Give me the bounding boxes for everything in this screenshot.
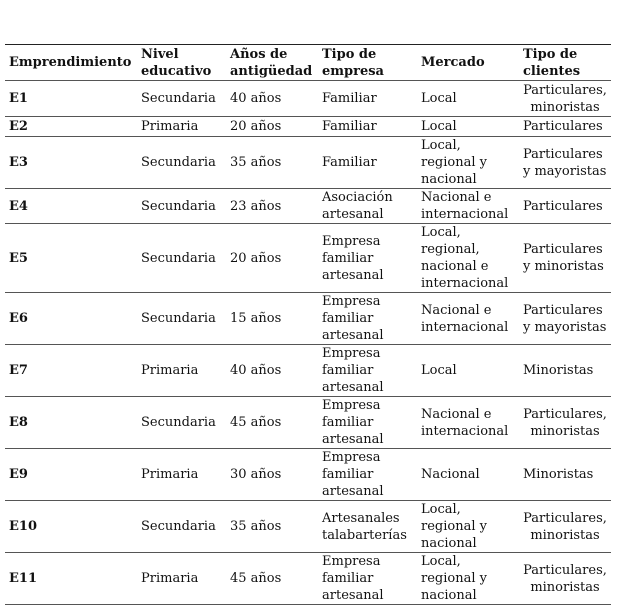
cell-tipo-empresa: Empresa familiar artesanal (322, 398, 384, 447)
cell-tipo-empresa: Empresa familiar artesanal (322, 294, 384, 343)
cell-nivel-educativo: Primaria (141, 363, 199, 378)
cell-antiguedad: 20 años (230, 250, 282, 266)
cell-tipo-clientes: Minoristas (523, 363, 594, 378)
cell-emprendimiento: E3 (9, 155, 28, 170)
cell-antiguedad: 23 años (230, 198, 282, 214)
cell-nivel-educativo: Primaria (141, 119, 199, 134)
cell-antiguedad: 15 años (230, 311, 282, 326)
cell-antiguedad: 45 años (230, 571, 282, 586)
table-row (5, 189, 611, 224)
cell-tipo-clientes: Particulares (523, 119, 603, 134)
header-emprendimiento: Emprendimiento (9, 55, 132, 70)
cell-mercado: Nacional e internacional (421, 302, 509, 335)
cell-antiguedad: 40 años (230, 363, 282, 378)
cell-tipo-empresa: Familiar (322, 155, 377, 170)
cell-nivel-educativo: Secundaria (141, 519, 216, 534)
cell-antiguedad: 35 años (230, 519, 282, 534)
table-row (5, 137, 611, 189)
header-antiguedad: Años de antigüedad (230, 46, 313, 79)
cell-nivel-educativo: Secundaria (141, 311, 216, 326)
header-nivel-educativo: Nivel educativo (141, 46, 212, 79)
cell-nivel-educativo: Primaria (141, 571, 199, 586)
cell-antiguedad: 20 años (230, 119, 282, 134)
cell-emprendimiento: E7 (9, 363, 28, 378)
table-row (5, 553, 611, 605)
cell-antiguedad: 45 años (230, 415, 282, 430)
cell-tipo-clientes: Particulares, minoristas (523, 510, 607, 543)
cell-emprendimiento: E1 (9, 91, 28, 106)
cell-antiguedad: 30 años (230, 467, 282, 482)
cell-emprendimiento: E10 (9, 519, 37, 534)
header-tipo-clientes: Tipo de clientes (523, 46, 581, 79)
cell-tipo-clientes: Particulares y mayoristas (523, 146, 607, 179)
cell-mercado: Local, regional, nacional e internacional (421, 225, 509, 291)
cell-tipo-clientes: Minoristas (523, 467, 594, 482)
cell-emprendimiento: E8 (9, 415, 28, 430)
cell-tipo-empresa: Empresa familiar artesanal (322, 346, 384, 395)
cell-tipo-empresa: Empresa familiar artesanal (322, 233, 384, 283)
cell-tipo-empresa: Asociación artesanal (322, 190, 393, 222)
cell-tipo-clientes: Particulares, minoristas (523, 406, 607, 439)
header-mercado: Mercado (421, 55, 485, 70)
cell-tipo-clientes: Particulares, minoristas (523, 82, 607, 115)
cell-emprendimiento: E6 (9, 311, 28, 326)
cell-nivel-educativo: Secundaria (141, 155, 216, 170)
cell-emprendimiento: E2 (9, 119, 28, 134)
cell-emprendimiento: E9 (9, 467, 28, 482)
header-tipo-empresa: Tipo de empresa (322, 46, 384, 79)
enterprises-table (5, 44, 611, 605)
cell-emprendimiento: E4 (9, 198, 28, 214)
table-row (5, 293, 611, 345)
cell-nivel-educativo: Secundaria (141, 250, 216, 266)
cell-tipo-clientes: Particulares (523, 198, 603, 214)
cell-nivel-educativo: Primaria (141, 467, 199, 482)
cell-nivel-educativo: Secundaria (141, 91, 216, 106)
cell-mercado: Local, regional y nacional (421, 138, 487, 187)
cell-nivel-educativo: Secundaria (141, 415, 216, 430)
cell-tipo-empresa: Artesanales talabarterías (322, 510, 407, 543)
cell-tipo-clientes: Particulares, minoristas (523, 562, 607, 595)
cell-mercado: Nacional e internacional (421, 406, 509, 439)
table-row (5, 345, 611, 397)
cell-tipo-empresa: Empresa familiar artesanal (322, 554, 384, 603)
table-row (5, 224, 611, 293)
cell-tipo-clientes: Particulares y minoristas (523, 242, 604, 274)
cell-mercado: Local (421, 91, 457, 106)
cell-antiguedad: 40 años (230, 91, 282, 106)
cell-mercado: Local (421, 119, 457, 134)
table-row (5, 81, 611, 117)
header-row (5, 45, 611, 81)
cell-tipo-empresa: Familiar (322, 91, 377, 106)
cell-emprendimiento: E5 (9, 250, 28, 266)
cell-mercado: Local, regional y nacional (421, 502, 487, 551)
cell-emprendimiento: E11 (9, 571, 37, 586)
table-header (5, 45, 611, 81)
cell-mercado: Local, regional y nacional (421, 554, 487, 603)
table-row (5, 449, 611, 501)
cell-mercado: Nacional (421, 467, 480, 482)
table-row (5, 501, 611, 553)
cell-nivel-educativo: Secundaria (141, 198, 216, 214)
cell-mercado: Local (421, 363, 457, 378)
table-body (5, 81, 611, 605)
cell-mercado: Nacional e internacional (421, 190, 509, 222)
table-row (5, 397, 611, 449)
cell-tipo-empresa: Familiar (322, 119, 377, 134)
cell-tipo-clientes: Particulares y mayoristas (523, 302, 607, 335)
cell-tipo-empresa: Empresa familiar artesanal (322, 450, 384, 499)
cell-antiguedad: 35 años (230, 155, 282, 170)
table-row (5, 117, 611, 137)
